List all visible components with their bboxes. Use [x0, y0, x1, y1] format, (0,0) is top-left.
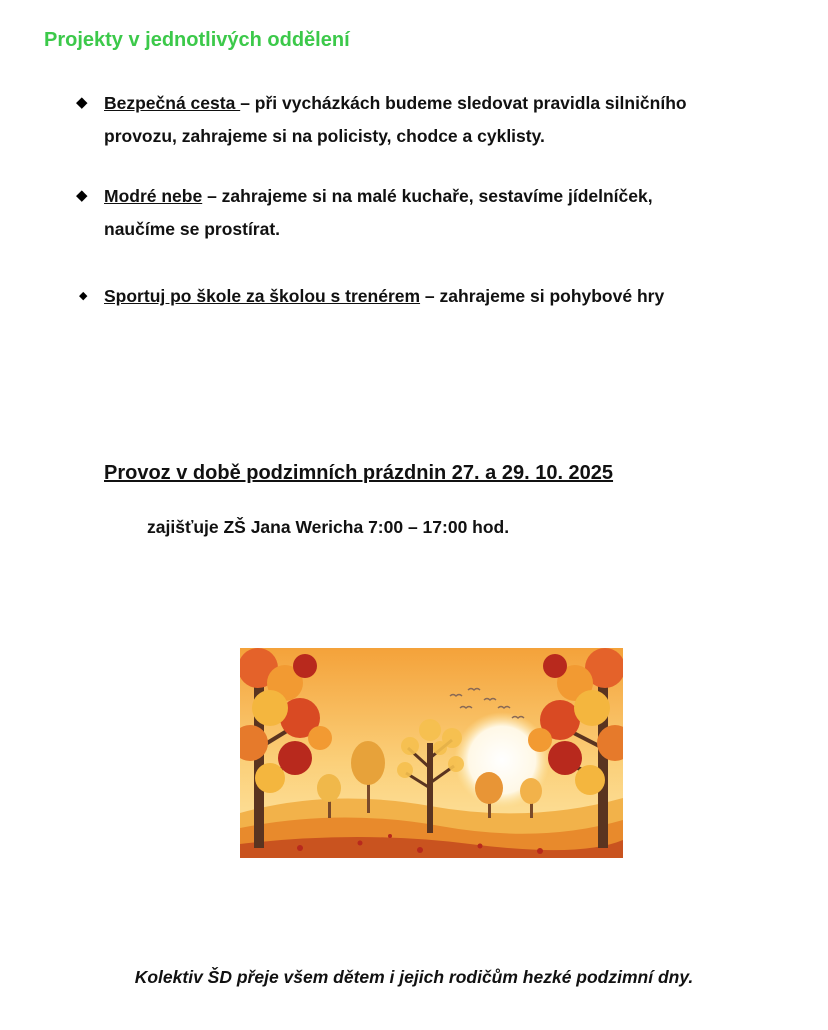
- project-desc: – při vycházkách budeme sledovat pravidla silničního: [240, 93, 687, 113]
- project-name: Bezpečná cesta: [104, 93, 241, 113]
- project-name: Sportuj po škole za školou s trenérem: [104, 286, 421, 306]
- autumn-landscape-image: [240, 648, 623, 858]
- section-heading: Projekty v jednotlivých oddělení: [44, 29, 350, 51]
- project-item-sportuj: [104, 280, 804, 313]
- closing-wish: Kolektiv ŠD přeje všem dětem i jejich rodičům hezké podzimní dny.: [134, 967, 694, 987]
- holiday-operation-title: Provoz v době podzimních prázdnin 27. a 29. 10. 2025: [104, 462, 614, 484]
- diamond-bullet-icon: ◆: [76, 187, 88, 204]
- project-desc: – zahrajeme si na malé kuchaře, sestavíme jídelníček,: [202, 186, 653, 206]
- project-item-modre-nebe: [104, 180, 804, 246]
- holiday-operation-info: zajišťuje ZŠ Jana Wericha 7:00 – 17:00 hod.: [147, 517, 510, 537]
- project-item-bezpecna-cesta: [104, 87, 804, 153]
- project-desc-line2: provozu, zahrajeme si na policisty, chodce a cyklisty.: [104, 126, 545, 146]
- project-desc-line2: naučíme se prostírat.: [104, 219, 281, 239]
- project-desc: – zahrajeme si pohybové hry: [420, 286, 665, 306]
- diamond-bullet-icon: ◆: [79, 290, 88, 302]
- project-name: Modré nebe: [104, 186, 203, 206]
- diamond-bullet-icon: ◆: [76, 94, 88, 111]
